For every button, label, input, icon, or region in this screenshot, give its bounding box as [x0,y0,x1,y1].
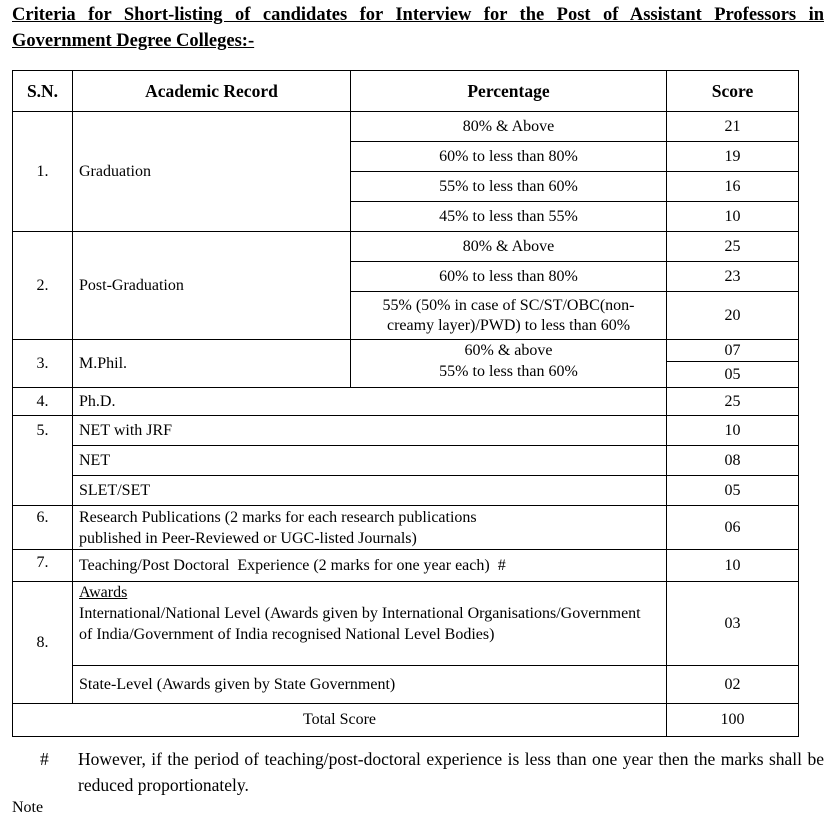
criteria-table [12,70,799,737]
table-row [13,506,799,550]
awards-national-label: International/National Level (Awards given by International Organisations/Government of India/Government of India recognised National Level Bodies) [79,605,641,643]
mphil-pct-1: 60% & above [351,340,667,362]
slet-label: SLET/SET [73,476,667,506]
table-row [13,666,799,704]
graduation-score-2: 19 [667,142,799,172]
header-sn: S.N. [13,71,73,112]
graduation-score-4: 10 [667,202,799,232]
footnote-symbol: # [40,749,49,769]
awards-title: Awards [79,584,128,601]
mphil-score-2: 05 [667,362,799,388]
header-score: Score [667,71,799,112]
teaching-score: 10 [667,550,799,582]
awards-national-score: 03 [667,582,799,666]
footnote [12,746,824,798]
table-row [13,112,799,142]
net-jrf-sn: 5. [13,416,73,446]
graduation-label: Graduation [73,112,351,232]
table-row [13,582,799,666]
table-row [13,232,799,262]
total-score: 100 [667,704,799,737]
phd-label: Ph.D. [73,388,667,416]
graduation-pct-2: 60% to less than 80% [351,142,667,172]
table-row [13,388,799,416]
table-header-row [13,71,799,112]
post-graduation-score-3: 20 [667,292,799,340]
awards-state-score: 02 [667,666,799,704]
post-graduation-score-2: 23 [667,262,799,292]
mphil-pct-2: 55% to less than 60% [351,362,667,388]
header-percentage: Percentage [351,71,667,112]
awards-sn: 8. [13,582,73,704]
net-label: NET [73,446,667,476]
table-row [13,476,799,506]
post-graduation-pct-3: 55% (50% in case of SC/ST/OBC(non-creamy layer)/PWD) to less than 60% [351,292,667,340]
teaching-label: Teaching/Post Doctoral Experience (2 marks for one year each) # [73,550,667,582]
net-jrf-score: 10 [667,416,799,446]
table-row [13,340,799,362]
table-row [13,446,799,476]
post-graduation-pct-2: 60% to less than 80% [351,262,667,292]
page-heading: Criteria for Short-listing of candidates for Interview for the Post of Assistant Professors in Government Degree Colleges:- [12,5,824,51]
header-academic-record: Academic Record [73,71,351,112]
research-score: 06 [667,506,799,550]
net-sn-empty [13,446,73,476]
footnote-text: However, if the period of teaching/post-doctoral experience is less than one year then the marks shall be reduced proportionately. [78,749,824,795]
awards-state-label: State-Level (Awards given by State Government) [73,666,667,704]
mphil-score-1: 07 [667,340,799,362]
research-label: Research Publications (2 marks for each research publications published in Peer-Reviewed or UGC-listed Journals) [73,506,667,550]
graduation-pct-4: 45% to less than 55% [351,202,667,232]
table-row [13,550,799,582]
teaching-sn: 7. [13,550,73,582]
post-graduation-score-1: 25 [667,232,799,262]
mphil-label: M.Phil. [73,340,351,388]
graduation-pct-1: 80% & Above [351,112,667,142]
total-row [13,704,799,737]
total-label: Total Score [13,704,667,737]
clipped-note-heading: Note [12,799,44,816]
awards-national-cell [73,582,667,666]
slet-score: 05 [667,476,799,506]
slet-sn-empty [13,476,73,506]
net-jrf-label: NET with JRF [73,416,667,446]
graduation-score-1: 21 [667,112,799,142]
phd-sn: 4. [13,388,73,416]
post-graduation-label: Post-Graduation [73,232,351,340]
graduation-sn: 1. [13,112,73,232]
post-graduation-pct-1: 80% & Above [351,232,667,262]
mphil-sn: 3. [13,340,73,388]
graduation-score-3: 16 [667,172,799,202]
table-row [13,416,799,446]
graduation-pct-3: 55% to less than 60% [351,172,667,202]
net-score: 08 [667,446,799,476]
phd-score: 25 [667,388,799,416]
research-sn: 6. [13,506,73,550]
post-graduation-sn: 2. [13,232,73,340]
